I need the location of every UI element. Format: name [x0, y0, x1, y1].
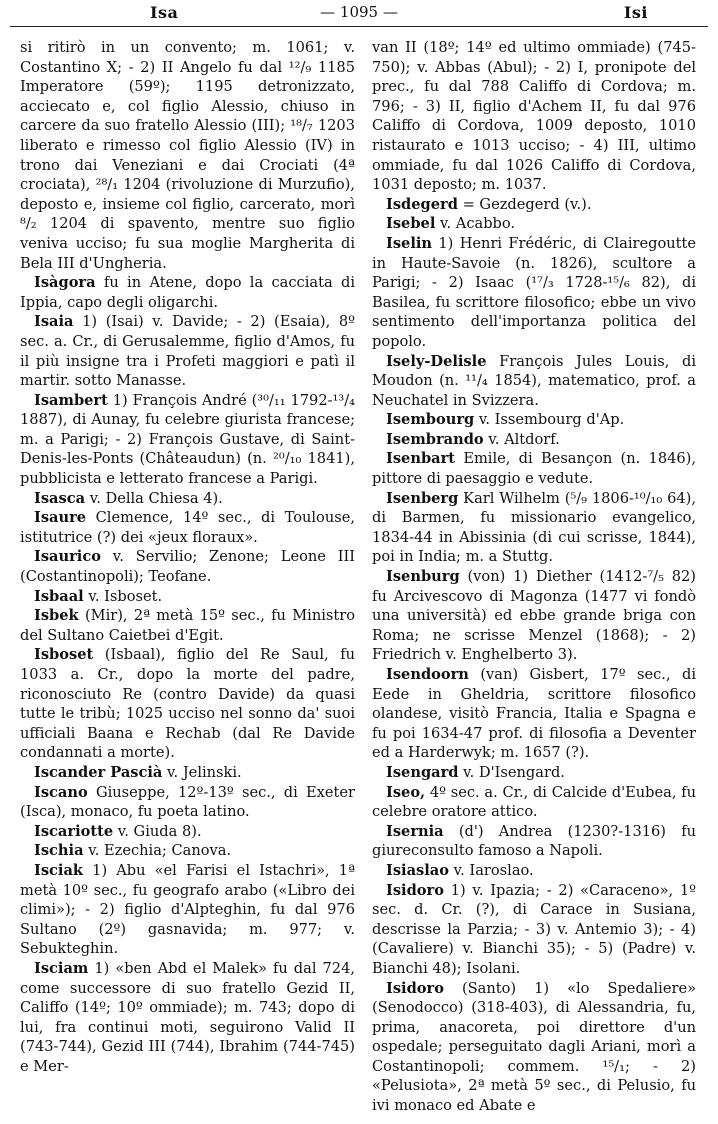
entry-text: Karl Wilhelm (⁵/₉ 1806-¹⁰/₁₀ 64), di Barmen, fu missionario evangelico, 1834-44 in Abissinia (di cui scrisse, 1844), poi in India; m. a Stuttg. — [372, 489, 696, 566]
entry-text: v. Acabbo. — [440, 215, 516, 233]
entry-text: fu in Atene, dopo la cacciata di Ippia, capo degli oligarchi. — [20, 274, 355, 311]
entry-text: v. Jelinski. — [167, 763, 242, 781]
entry-headword: Iscano — [34, 783, 88, 801]
entry-text: v. Della Chiesa 4). — [89, 489, 223, 507]
dictionary-entry — [372, 881, 696, 979]
dictionary-entry — [20, 822, 355, 842]
dictionary-entry — [20, 312, 355, 390]
dictionary-entry — [20, 959, 355, 1077]
entry-text: 4º sec. a. Cr., di Calcide d'Eubea, fu celebre oratore attico. — [372, 783, 696, 821]
dictionary-entry — [372, 783, 696, 822]
entry-text: Giuseppe, 12º-13º sec., di Exeter (Isca), monaco, fu poeta latino. — [20, 783, 355, 821]
entry-text: v. Giuda 8). — [117, 822, 202, 840]
entry-text: v. Ezechia; Canova. — [88, 842, 232, 860]
header-right-word: Isi — [623, 3, 648, 22]
entry-headword: Isenburg — [386, 568, 460, 586]
entry-headword: Isidoro — [386, 881, 444, 899]
dictionary-entry — [20, 841, 355, 861]
entry-headword: Isàgora — [34, 274, 96, 292]
entry-headword: Isasca — [34, 489, 86, 507]
entry-text: (Isbaal), figlio del Re Saul, fu 1033 a. Cr., dopo la morte del padre, riconosciuto Re (contro Davide) da quasi tutte le tribù; 1025 ucciso nel sonno da' suoi ufficiali Baana e Rechab (dal Re Davide condannati a morte). — [20, 646, 356, 762]
entry-headword: Isbek — [34, 607, 79, 625]
entry-text: (d') Andrea (1230?-1316) fu giureconsulto famoso a Napoli. — [372, 822, 696, 860]
entry-text: Emile, di Besançon (n. 1846), pittore di paesaggio e vedute. — [372, 450, 697, 488]
entry-headword: Isidoro — [386, 979, 444, 997]
dictionary-entry — [372, 449, 696, 488]
dictionary-entry — [372, 352, 696, 411]
entry-text: 1) (Isai) v. Davide; - 2) (Esaia), 8º sec. a. Cr., di Gerusalemme, figlio d'Amos, fu il più insigne tra i Profeti maggiori e patì il martir. sotto Manasse. — [20, 313, 355, 390]
entry-headword: Iseo, — [386, 783, 426, 801]
entry-headword: Isembrando — [386, 430, 484, 448]
entry-headword: Isenbart — [386, 450, 456, 468]
dictionary-entry — [20, 38, 355, 273]
dictionary-entry — [372, 979, 696, 1116]
entry-headword: Isciak — [34, 861, 84, 879]
entry-text: (Santo) 1) «lo Spedaliere» (Senodocco) (318-403), di Alessandria, fu, prima, anacoreta, poi direttore d'un ospedale; perseguitato dagli Ariani, morì a Costantinopoli; commem. ¹⁵/₁; - 2) «Pelusiota», 2ª metà 5º sec., di Pelusio, fu ivi monaco ed Abate e — [372, 979, 697, 1115]
entry-headword: Isebel — [386, 215, 436, 233]
entry-headword: Isciam — [34, 959, 89, 977]
dictionary-entry — [372, 234, 696, 352]
entry-headword: Isaure — [34, 509, 87, 527]
dictionary-entry — [20, 763, 355, 783]
dictionary-entry — [20, 391, 355, 489]
left-column — [20, 38, 355, 1076]
entry-text: v. Issembourg d'Ap. — [478, 411, 625, 429]
dictionary-entry — [372, 665, 696, 763]
dictionary-entry — [20, 547, 355, 586]
entry-text: 1) Abu «el Farisi el Istachri», 1ª metà 10º sec., fu geografo arabo («Libro dei climi»); - 2) figlio d'Alpteghin, fu dal 976 Sultano (2º) gasnavida; m. 977; v. Sebukteghin. — [20, 861, 356, 958]
dictionary-entry — [372, 489, 696, 567]
right-column — [372, 38, 696, 1116]
entry-headword: Iscander Pascià — [34, 763, 163, 781]
dictionary-entry — [372, 214, 696, 234]
entry-text: 1) François André (³⁰/₁₁ 1792-¹³/₄ 1887), di Aunay, fu celebre giurista francese; m. a Parigi; - 2) François Gustave, di Saint-Denis-les-Ponts (Châteaudun) (n. ²⁰/₁₀ 1841), pubblicista e letterato francese a Parigi. — [20, 391, 356, 488]
entry-text: 1) «ben Abd el Malek» fu dal 724, come successore di suo fratello Gezid II, Califfo (14º; 10º ommiade); m. 743; dopo di lui, fra continui moti, seguirono Valid II (743-744), Gezid III (744), Ibrahim (744-745) e Mer- — [20, 959, 355, 1075]
dictionary-entry — [20, 783, 355, 822]
dictionary-entry — [20, 508, 355, 547]
entry-headword: Isaurico — [34, 548, 101, 566]
entry-headword: Isambert — [34, 391, 108, 409]
entry-headword: Iselin — [386, 234, 433, 252]
dictionary-entry — [372, 861, 696, 881]
dictionary-entry — [20, 606, 355, 645]
dictionary-entry — [20, 861, 355, 959]
entry-text: François Jules Louis, di Moudon (n. ¹¹/₄ 1854), matematico, prof. a Neuchatel in Svizzera. — [372, 352, 696, 409]
entry-headword: Ischia — [34, 842, 84, 860]
dictionary-entry — [372, 763, 696, 783]
dictionary-entry — [372, 410, 696, 430]
dictionary-entry — [20, 645, 355, 763]
dictionary-entry — [372, 430, 696, 450]
header-left-word: Isa — [150, 3, 179, 22]
entry-text: = Gezdegerd (v.). — [462, 195, 592, 213]
entry-headword: Isendoorn — [386, 666, 469, 683]
entry-text: (van) Gisbert, 17º sec., di Eede in Gheldria, scrittore filosofico olandese, visitò Francia, Italia e Spagna e fu poi 1634-47 prof. di filosofia a Deventer ed a Harderwyk; m. 1657 (?). — [372, 666, 696, 762]
entry-headword: Isely-Delisle — [386, 352, 487, 370]
dictionary-entry — [372, 567, 696, 665]
entry-text: Clemence, 14º sec., di Toulouse, istitutrice (?) dei «jeux floraux». — [20, 509, 355, 546]
entry-text: v. Servilio; Zenone; Leone III (Costantinopoli); Teofane. — [20, 548, 355, 586]
dictionary-entry — [20, 587, 355, 607]
entry-headword: Isdegerd — [386, 195, 458, 213]
entry-text: (von) 1) Diether (1412-⁷/₅ 82) fu Arcivescovo di Magonza (1477 vi fondò una università) ed ebbe grande briga con Roma; ne scrisse Menzel (1868); - 2) Friedrich v. Enghelberto 3). — [372, 568, 696, 664]
entry-headword: Isernia — [386, 822, 444, 840]
entry-headword: Isiaslao — [386, 861, 449, 879]
entry-text: v. Iaroslao. — [453, 861, 534, 879]
entry-headword: Isengard — [386, 763, 459, 781]
entry-headword: Isaia — [34, 313, 74, 331]
entry-headword: Iscariotte — [34, 822, 114, 840]
dictionary-entry — [372, 822, 696, 861]
entry-headword: Isenberg — [386, 489, 459, 507]
dictionary-entry — [20, 273, 355, 312]
entry-text: (Mir), 2ª metà 15º sec., fu Ministro del Sultano Caietbei d'Egit. — [20, 607, 356, 644]
entry-text: v. Altdorf. — [488, 430, 560, 448]
dictionary-entry — [20, 489, 355, 509]
dictionary-entry — [372, 195, 696, 215]
entry-headword: Isembourg — [386, 411, 475, 429]
page-number: — 1095 — — [320, 3, 398, 21]
entry-text: 1) Henri Frédéric, di Clairegoutte in Haute-Savoie (n. 1826), scultore a Parigi; - 2) Isaac (¹⁷/₃ 1728-¹⁵/₆ 82), di Basilea, fu scrittore filosofico; ebbe un vivo sentimento dell'importanza politica del popolo. — [372, 234, 696, 350]
running-header — [10, 0, 708, 27]
entry-headword: Isboset — [34, 646, 94, 664]
entry-text: si ritirò in un convento; m. 1061; v. Costantino X; - 2) II Angelo fu dal ¹²/₉ 1185 Imperatore (59º); 1195 detronizzato, acciecato e, col figlio Alessio, chiuso in carcere da suo fratello Alessio (III); ¹⁸/₇ 1203 liberato e rimesso col figlio Alessio (IV) in trono dai Veneziani e dai Crociati (4ª crociata), ²⁸/₁ 1204 (rivoluzione di Murzufio), deposto e, insieme col figlio, carcerato, morì ⁸/₂ 1204 di spavento, mentre suo figlio veniva ucciso; fu sua moglie Margherita di Bela III d'Ungheria. — [20, 39, 355, 272]
entry-headword: Isbaal — [34, 587, 84, 605]
entry-text: 1) v. Ipazia; - 2) «Caraceno», 1º sec. d. Cr. (?), di Carace in Susiana, descrisse la Parzia; - 3) v. Antemio 3); - 4) (Cavaliere) v. Bianchi 35); - 5) (Padre) v. Bianchi 48); Isolani. — [372, 881, 697, 977]
entry-text: v. D'Isengard. — [463, 763, 565, 781]
entry-text: v. Isboset. — [88, 587, 163, 605]
entry-text: van II (18º; 14º ed ultimo ommiade) (745-750); v. Abbas (Abul); - 2) I, pronipote del prec., fu dal 788 Califfo di Cordova; m. 796; - 3) II, figlio d'Achem II, fu dal 976 Califfo di Cordova, 1009 deposto, 1010 ristaurato e 1013 ucciso; - 4) III, ultimo ommiade, fu dal 1026 Califfo di Cordova, 1031 deposto; m. 1037. — [372, 39, 696, 194]
dictionary-entry — [372, 38, 696, 195]
